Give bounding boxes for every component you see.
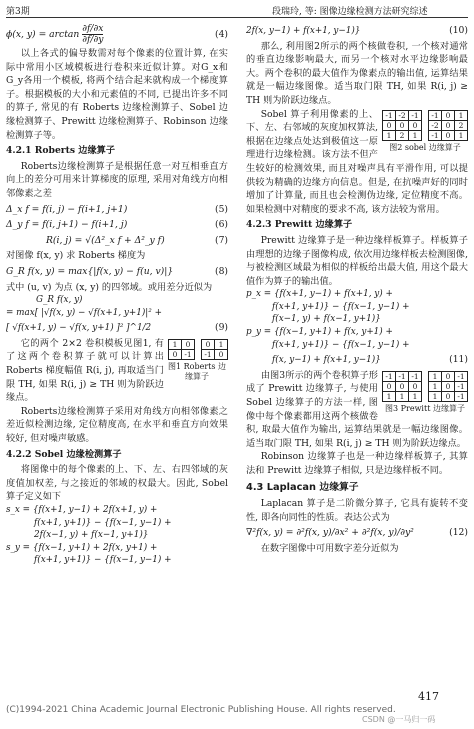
section-heading: 4.3 Laplacan 边缘算子 — [246, 481, 359, 493]
paragraph: 由图3所示的两个卷积算子形成了 Prewitt 边缘算子, 与使用 Sobel 边缘算子的方法一样, 图像中每个像素都用这两个核做卷积, 取最大值作为输出, 运算结果就是一幅边缘图像。适当取门限 TH, 如果 R(i, j) ≥ TH 则为阶跃边缘点。 — [246, 369, 468, 449]
paragraph: Sobel 算子利用像素的上、下、左、右邻域的灰度加权算法, 根据在边缘点处达到极值这一原理进行边缘检测。该方法不但产生较好的检测效果, 而且对噪声具有平滑作用, 可以提供较为精确的边缘方向信息。但是, 在抗噪声好的同时增加了计算量, 而且也会检测伪边缘, 定位精度不高。如果检测中对精度的要求不高, 该方法较为常用。 — [246, 108, 468, 215]
paragraph: Prewitt 边缘算子是一种边缘样板算子。样板算子由理想的边缘子图像构成, 依次用边缘样板去检测图像, 与被检测区域最为相似的样板给出最大值, 用这个最大值作为算子的输出值。 — [246, 234, 468, 287]
paragraph: Robinson 边缘算子也是一种边缘样板算子, 其算法和 Prewitt 边缘算子相似, 只是边缘样板不同。 — [246, 451, 468, 476]
figure-2 — [382, 108, 468, 153]
sobel-sx-line: s_x = {f(x+1, y−1) + 2f(x+1, y) + — [6, 505, 158, 515]
watermark: CSDN @一马归一码 — [362, 715, 436, 724]
prewitt-px-line: f(x−1, y) + f(x−1, y+1)} — [272, 314, 381, 325]
equation-11: f(x, y−1) + f(x+1, y−1)} (11) — [272, 354, 468, 366]
equation-5: Δ_x f = f(i, j) − f(i+1, j+1) (5) — [6, 203, 228, 215]
equation-9: [ √f(x+1, y) − √f(x, y+1) ]² ]^1/2 (9) — [6, 322, 228, 334]
paragraph: 将图像中的每个像素的上、下、左、右四邻域的灰度值加权差, 与之接近的邻域的权最大。因此, Sobel 算子定义如下 — [6, 464, 228, 503]
right-column — [246, 22, 468, 556]
sobel-sy-line: f(x+1, y+1)} − {f(x−1, y−1) + — [34, 555, 172, 566]
paragraph: 以上各式的偏导数需对每个像素的位置计算, 在实际中常用小区域模板进行卷积来近似计算。对G_x和G_y各用一个模板, 将两个结合起来就构成一个梯度算子。根据模板的大小和元素值的不同, 已提出许多不同的算子, 常见的有 Roberts 边缘检测算子、Sobel 边缘检测算子、Prewitt 边缘检测算子、Robinson 边缘检测算子等。 — [6, 48, 228, 141]
section-heading: 4.2.1 Roberts 边缘算子 — [6, 145, 116, 157]
paragraph: 对图像 f(x, y) 求 Roberts 梯度为 — [6, 250, 146, 262]
prewitt-px-line: p_x = {f(x+1, y−1) + f(x+1, y) + — [246, 289, 393, 300]
paragraph: 在数字图像中可用数字差分近似为 — [260, 542, 399, 554]
copyright-footer: (C)1994-2021 China Academic Journal Electronic Publishing House. All rights reserved. — [6, 705, 396, 715]
equation-7: R(i, j) = √(Δ²_x f + Δ²_y f) (7) — [46, 234, 228, 246]
roberts-kernel-1: 1 0 0 -1 — [168, 339, 195, 360]
prewitt-px-line: f(x+1, y+1)} − {f(x−1, y−1) + — [272, 301, 410, 312]
paragraph: 它的两个 2×2 卷积模板见图1, 有了这两个卷积算子就可以计算出 Roberts 梯度幅值 R(i, j), 再取适当门限 TH, 如果 R(i, j) ≥ TH 则为阶跃边缘点。 — [6, 337, 164, 404]
figure-caption: 图2 sobel 边缘算子 — [389, 142, 461, 152]
roberts-kernel-2: 0 1 -1 0 — [201, 339, 228, 360]
paragraph: Roberts边缘检测算子采用对角线方向相邻像素之差近似检测边缘, 定位精度高, 在水平和垂直方向效果较好, 但对噪声敏感。 — [6, 405, 228, 445]
sobel-sx-line: f(x+1, y+1)} − {f(x−1, y−1) + — [34, 517, 172, 528]
running-header — [0, 0, 474, 20]
paragraph: 式中 (u, v) 为点 (x, y) 的四邻域。或用差分近似为 — [6, 281, 213, 293]
issue-label: 第3期 — [6, 7, 30, 17]
equation-10: 2f(x, y−1) + f(x+1, y−1)} (10) — [246, 25, 468, 36]
figure-1 — [168, 337, 228, 382]
equation-6: Δ_y f = f(i, j+1) − f(i+1, j) (6) — [6, 219, 228, 231]
equation-8: G_R f(x, y) = max{|f(x, y) − f(u, v)|} (8) — [6, 265, 228, 277]
equation-12: ∇²f(x, y) = ∂²f(x, y)/∂x² + ∂²f(x, y)/∂y² (12) — [246, 527, 468, 539]
figure-caption: 图3 Prewitt 边缘算子 — [385, 403, 465, 413]
figure-caption: 图1 Roberts 边缘算子 — [168, 361, 227, 381]
header-rule — [6, 17, 468, 18]
paragraph: Laplacan 算子是二阶微分算子, 它具有旋转不变性, 即各向同性的性质。表达公式为 — [246, 498, 468, 523]
equation-9-line: G_R f(x, y) — [36, 295, 83, 306]
section-heading: 4.2.2 Sobel 边缘检测算子 — [6, 448, 122, 460]
paragraph: Roberts边缘检测算子是根据任意一对互相垂直方向上的差分可用来计算梯度的原理, 采用对角线方向相邻像素之差 — [6, 160, 228, 199]
equation-4: ϕ(x, y) = arctan $\frac{\partial f/\partial x}{\partial f/\partial y}$ (4) — [6, 23, 228, 45]
prewitt-py-line: f(x+1, y+1)} − {f(x−1, y−1) + — [272, 339, 410, 350]
paragraph: 那么, 利用图2所示的两个核做卷积, 一个核对通常的垂直边缘影响最大, 而另一个核对水平边缘影响最大。两个卷积的最大值作为像素点的输出值, 运算结果就是一幅边缘图像。适当取门限 TH, 如果 R(i, j) ≥ TH 则为阶跃边缘点。 — [246, 40, 468, 106]
equation-9-line: = max[ |√f(x, y) − √f(x+1, y+1)|² + — [6, 307, 162, 318]
sobel-sy-line: s_y = {f(x−1, y+1) + 2f(x, y+1) + — [6, 542, 158, 553]
sobel-sx-line: 2f(x−1, y) + f(x−1, y+1)} — [34, 530, 149, 541]
running-title: 段瑞玲, 等: 图像边缘检测方法研究综述 — [272, 7, 428, 17]
section-heading: 4.2.3 Prewitt 边缘算子 — [246, 219, 353, 231]
sobel-kernel-1: -1 -2 -1 0 0 0 1 2 1 — [382, 110, 422, 141]
left-column — [6, 22, 228, 567]
prewitt-kernel-2: 1 0 -1 1 0 -1 1 0 -1 — [428, 371, 468, 402]
sobel-kernel-2: -1 0 1 -2 0 2 -1 0 1 — [428, 110, 468, 141]
page-number: 417 — [418, 690, 439, 703]
prewitt-py-line: p_y = {f(x−1, y+1) + f(x, y+1) + — [246, 327, 393, 338]
prewitt-kernel-1: -1 -1 -1 0 0 0 1 1 1 — [382, 371, 422, 402]
figure-3 — [382, 369, 468, 414]
